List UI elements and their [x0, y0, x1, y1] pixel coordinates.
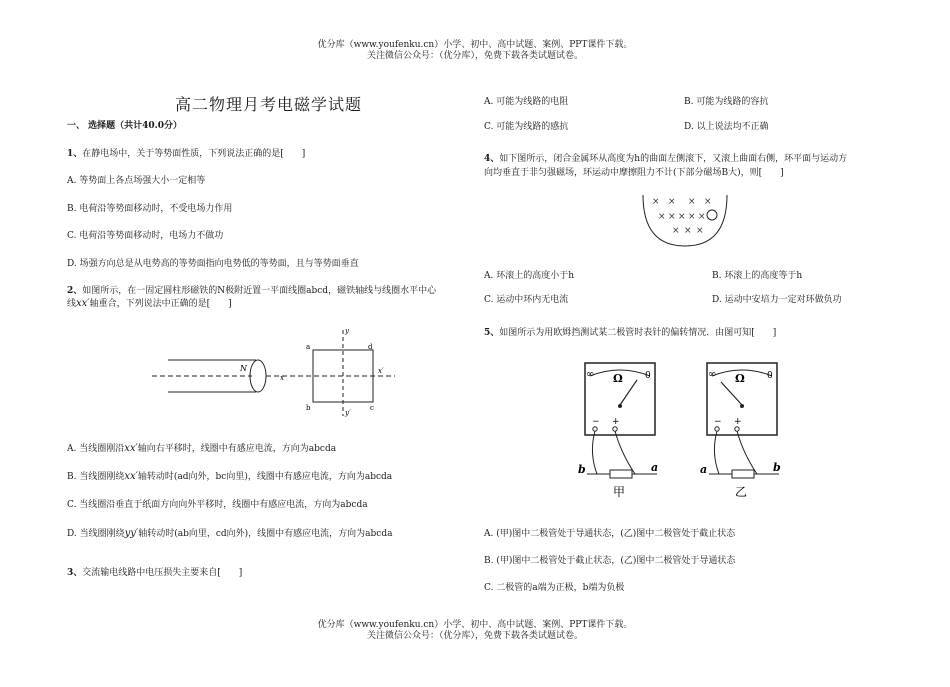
q5-option-a: A. (甲)图中二极管处于导通状态，(乙)图中二极管处于截止状态	[484, 529, 736, 539]
q5-meter-jia-ohm: Ω	[613, 372, 623, 385]
q1-option-c: C. 电荷沿等势面移动时，电场力不做功	[67, 231, 224, 241]
q2-fig-d: d	[368, 343, 373, 351]
q5-meter-yi-left-label: a	[700, 463, 708, 476]
q4-option-a: A. 环滚上的高度小于h	[484, 271, 575, 281]
svg-text:×: ×	[668, 212, 676, 222]
q2-axis-label: xx′	[76, 298, 90, 309]
q5-meter-yi-caption: 乙	[735, 485, 748, 499]
q5-stem	[484, 327, 776, 339]
q2-option-b-axis: xx′	[124, 471, 138, 482]
q2-option-d	[67, 528, 392, 540]
q5-meter-jia-plus: +	[612, 417, 620, 427]
q4-magnetic-field-crosses	[652, 197, 712, 236]
q5-option-c: C. 二极管的a端为正极，b端为负极	[484, 583, 625, 593]
svg-text:×: ×	[688, 212, 696, 222]
q5-meter-jia-zero: 0	[645, 371, 651, 381]
q2-fig-c: c	[370, 404, 374, 412]
svg-text:×: ×	[684, 226, 692, 236]
q5-meter-yi-zero: 0	[767, 371, 773, 381]
q1-stem	[67, 148, 305, 160]
q2-magnet-end	[250, 360, 266, 392]
q5-meter-jia-pivot	[618, 404, 622, 408]
q2-stem-text-2b: 轴重合，下列说法中正确的是[ ]	[89, 299, 232, 309]
q4-option-b: B. 环滚上的高度等于h	[712, 271, 803, 281]
q5-meter-jia-diode	[610, 470, 632, 478]
svg-text:×: ×	[688, 197, 696, 207]
q2-fig-y-prime: y′	[345, 409, 351, 417]
q2-magnet-coil-figure	[140, 320, 400, 420]
q2-option-a-axis: xx′	[124, 443, 138, 454]
q4-number: 4、	[484, 154, 500, 164]
q3-stem	[67, 567, 242, 579]
svg-text:×: ×	[672, 226, 680, 236]
q5-meter-yi-minus: −	[714, 417, 722, 427]
q5-stem-text: 如图所示为用欧姆挡测试某二极管时表针的偏转情况．由图可知[ ]	[499, 328, 777, 338]
q2-number: 2、	[67, 286, 83, 296]
q3-option-d: D. 以上说法均不正确	[684, 122, 769, 132]
svg-text:×: ×	[696, 226, 704, 236]
q1-option-d: D. 场强方向总是从电势高的等势面指向电势低的等势面，且与等势面垂直	[67, 259, 359, 269]
q5-meter-yi-pivot	[740, 404, 744, 408]
q2-fig-b: b	[306, 404, 311, 412]
svg-text:×: ×	[698, 212, 706, 222]
q5-meter-jia-minus: −	[592, 417, 600, 427]
q5-meter-yi-diode	[732, 470, 754, 478]
footer-line-1: 优分库（www.youfenku.cn）小学、初中、高中试题、案例、PPT课件下载。	[317, 620, 633, 630]
q1-stem-text: 在静电场中，关于等势面性质，下列说法正确的是[ ]	[82, 149, 306, 159]
q2-fig-y: y	[345, 327, 349, 335]
q2-fig-x-prime: x′	[378, 367, 384, 375]
svg-text:×: ×	[652, 197, 660, 207]
svg-text:×: ×	[658, 212, 666, 222]
q3-option-b: B. 可能为线路的容抗	[684, 97, 769, 107]
q2-option-a	[67, 443, 336, 455]
q2-fig-x: x	[280, 374, 284, 382]
q4-metal-ring	[707, 210, 717, 220]
q2-stem-line-2	[67, 298, 232, 310]
q5-meter-jia-left-label: b	[578, 463, 586, 476]
q2-stem-text-2a: 线	[67, 299, 77, 309]
q4-stem-text-1: 如下图所示，闭合金属环从高度为h的曲面左侧滚下，又滚上曲面右侧，环平面与运动方	[499, 154, 848, 164]
q5-meter-yi-ohm: Ω	[735, 372, 745, 385]
q5-meter-yi-lead-pos	[737, 431, 757, 474]
q5-meter-jia-figure	[575, 358, 670, 500]
q2-option-c: C. 当线圈沿垂直于纸面方向向外平移时，线圈中有感应电流，方向为abcda	[67, 500, 368, 510]
q2-option-b-pre: B. 当线圈刚绕	[67, 472, 125, 482]
q2-option-d-post: 轴转动时(ab向里，cd向外)，线圈中有感应电流，方向为abcda	[138, 529, 393, 539]
q2-stem-line-1	[67, 285, 436, 297]
q2-stem-text-1: 如图所示，在一固定圆柱形磁铁的N极附近置一平面线圈abcd，磁铁轴线与线圈水平中心	[82, 286, 437, 296]
q4-stem-line-1	[484, 153, 847, 165]
page-title: 高二物理月考电磁学试题	[175, 95, 363, 114]
q5-meter-yi-inf: ∞	[708, 369, 717, 380]
q2-option-d-axis: yy′	[124, 528, 139, 539]
q2-fig-a: a	[306, 343, 311, 351]
q2-fig-N: N	[240, 364, 247, 373]
q5-meter-jia-lead-neg	[592, 431, 597, 474]
q3-stem-text: 交流输电线路中电压损失主要来自[ ]	[82, 568, 243, 578]
q5-meter-yi-figure	[697, 358, 792, 500]
q1-option-b: B. 电荷沿等势面移动时，不受电场力作用	[67, 204, 233, 214]
q5-option-b: B. (甲)图中二极管处于截止状态，(乙)图中二极管处于导通状态	[484, 556, 736, 566]
q2-option-b-post: 轴转动时(ad向外，bc向里)，线圈中有感应电流，方向为abcda	[137, 472, 393, 482]
header-line-2: 关注微信公众号：（优分库），免费下载各类试题试卷。	[366, 51, 583, 61]
q5-meter-yi-plus: +	[734, 417, 742, 427]
q3-option-a: A. 可能为线路的电阻	[484, 97, 569, 107]
q3-number: 3、	[67, 568, 83, 578]
svg-text:×: ×	[668, 197, 676, 207]
header-line-1: 优分库（www.youfenku.cn）小学、初中、高中试题、案例、PPT课件下载。	[317, 40, 633, 50]
q2-option-d-pre: D. 当线圈刚绕	[67, 529, 125, 539]
q5-meter-jia-inf: ∞	[586, 369, 595, 380]
q4-stem-line-2: 向均垂直于非匀强磁场，环运动中摩擦阻力不计(下部分磁场B大)，则[ ]	[484, 168, 784, 178]
q3-option-c: C. 可能为线路的感抗	[484, 122, 569, 132]
q4-option-c: C. 运动中环内无电流	[484, 295, 569, 305]
q2-option-b	[67, 471, 392, 483]
q4-option-d: D. 运动中安培力一定对环做负功	[712, 295, 842, 305]
q1-option-a: A. 等势面上各点场强大小一定相等	[67, 176, 206, 186]
q5-meter-yi-lead-neg	[714, 431, 719, 474]
q5-meter-jia-lead-pos	[615, 431, 635, 474]
q2-option-a-pre: A. 当线圈刚沿	[67, 444, 125, 454]
q5-meter-jia-caption: 甲	[613, 485, 626, 499]
footer-line-2: 关注微信公众号：（优分库），免费下载各类试题试卷。	[366, 631, 583, 641]
svg-text:×: ×	[678, 212, 686, 222]
q5-number: 5、	[484, 328, 500, 338]
svg-text:×: ×	[704, 197, 712, 207]
q5-meter-yi-right-label: b	[773, 461, 781, 474]
q4-track-field-figure	[640, 190, 730, 250]
section-heading: 一、 选择题（共计40.0分）	[67, 121, 183, 131]
q5-meter-jia-right-label: a	[651, 461, 659, 474]
q1-number: 1、	[67, 149, 83, 159]
q2-option-a-post: 轴向右平移时，线圈中有感应电流，方向为abcda	[137, 444, 337, 454]
